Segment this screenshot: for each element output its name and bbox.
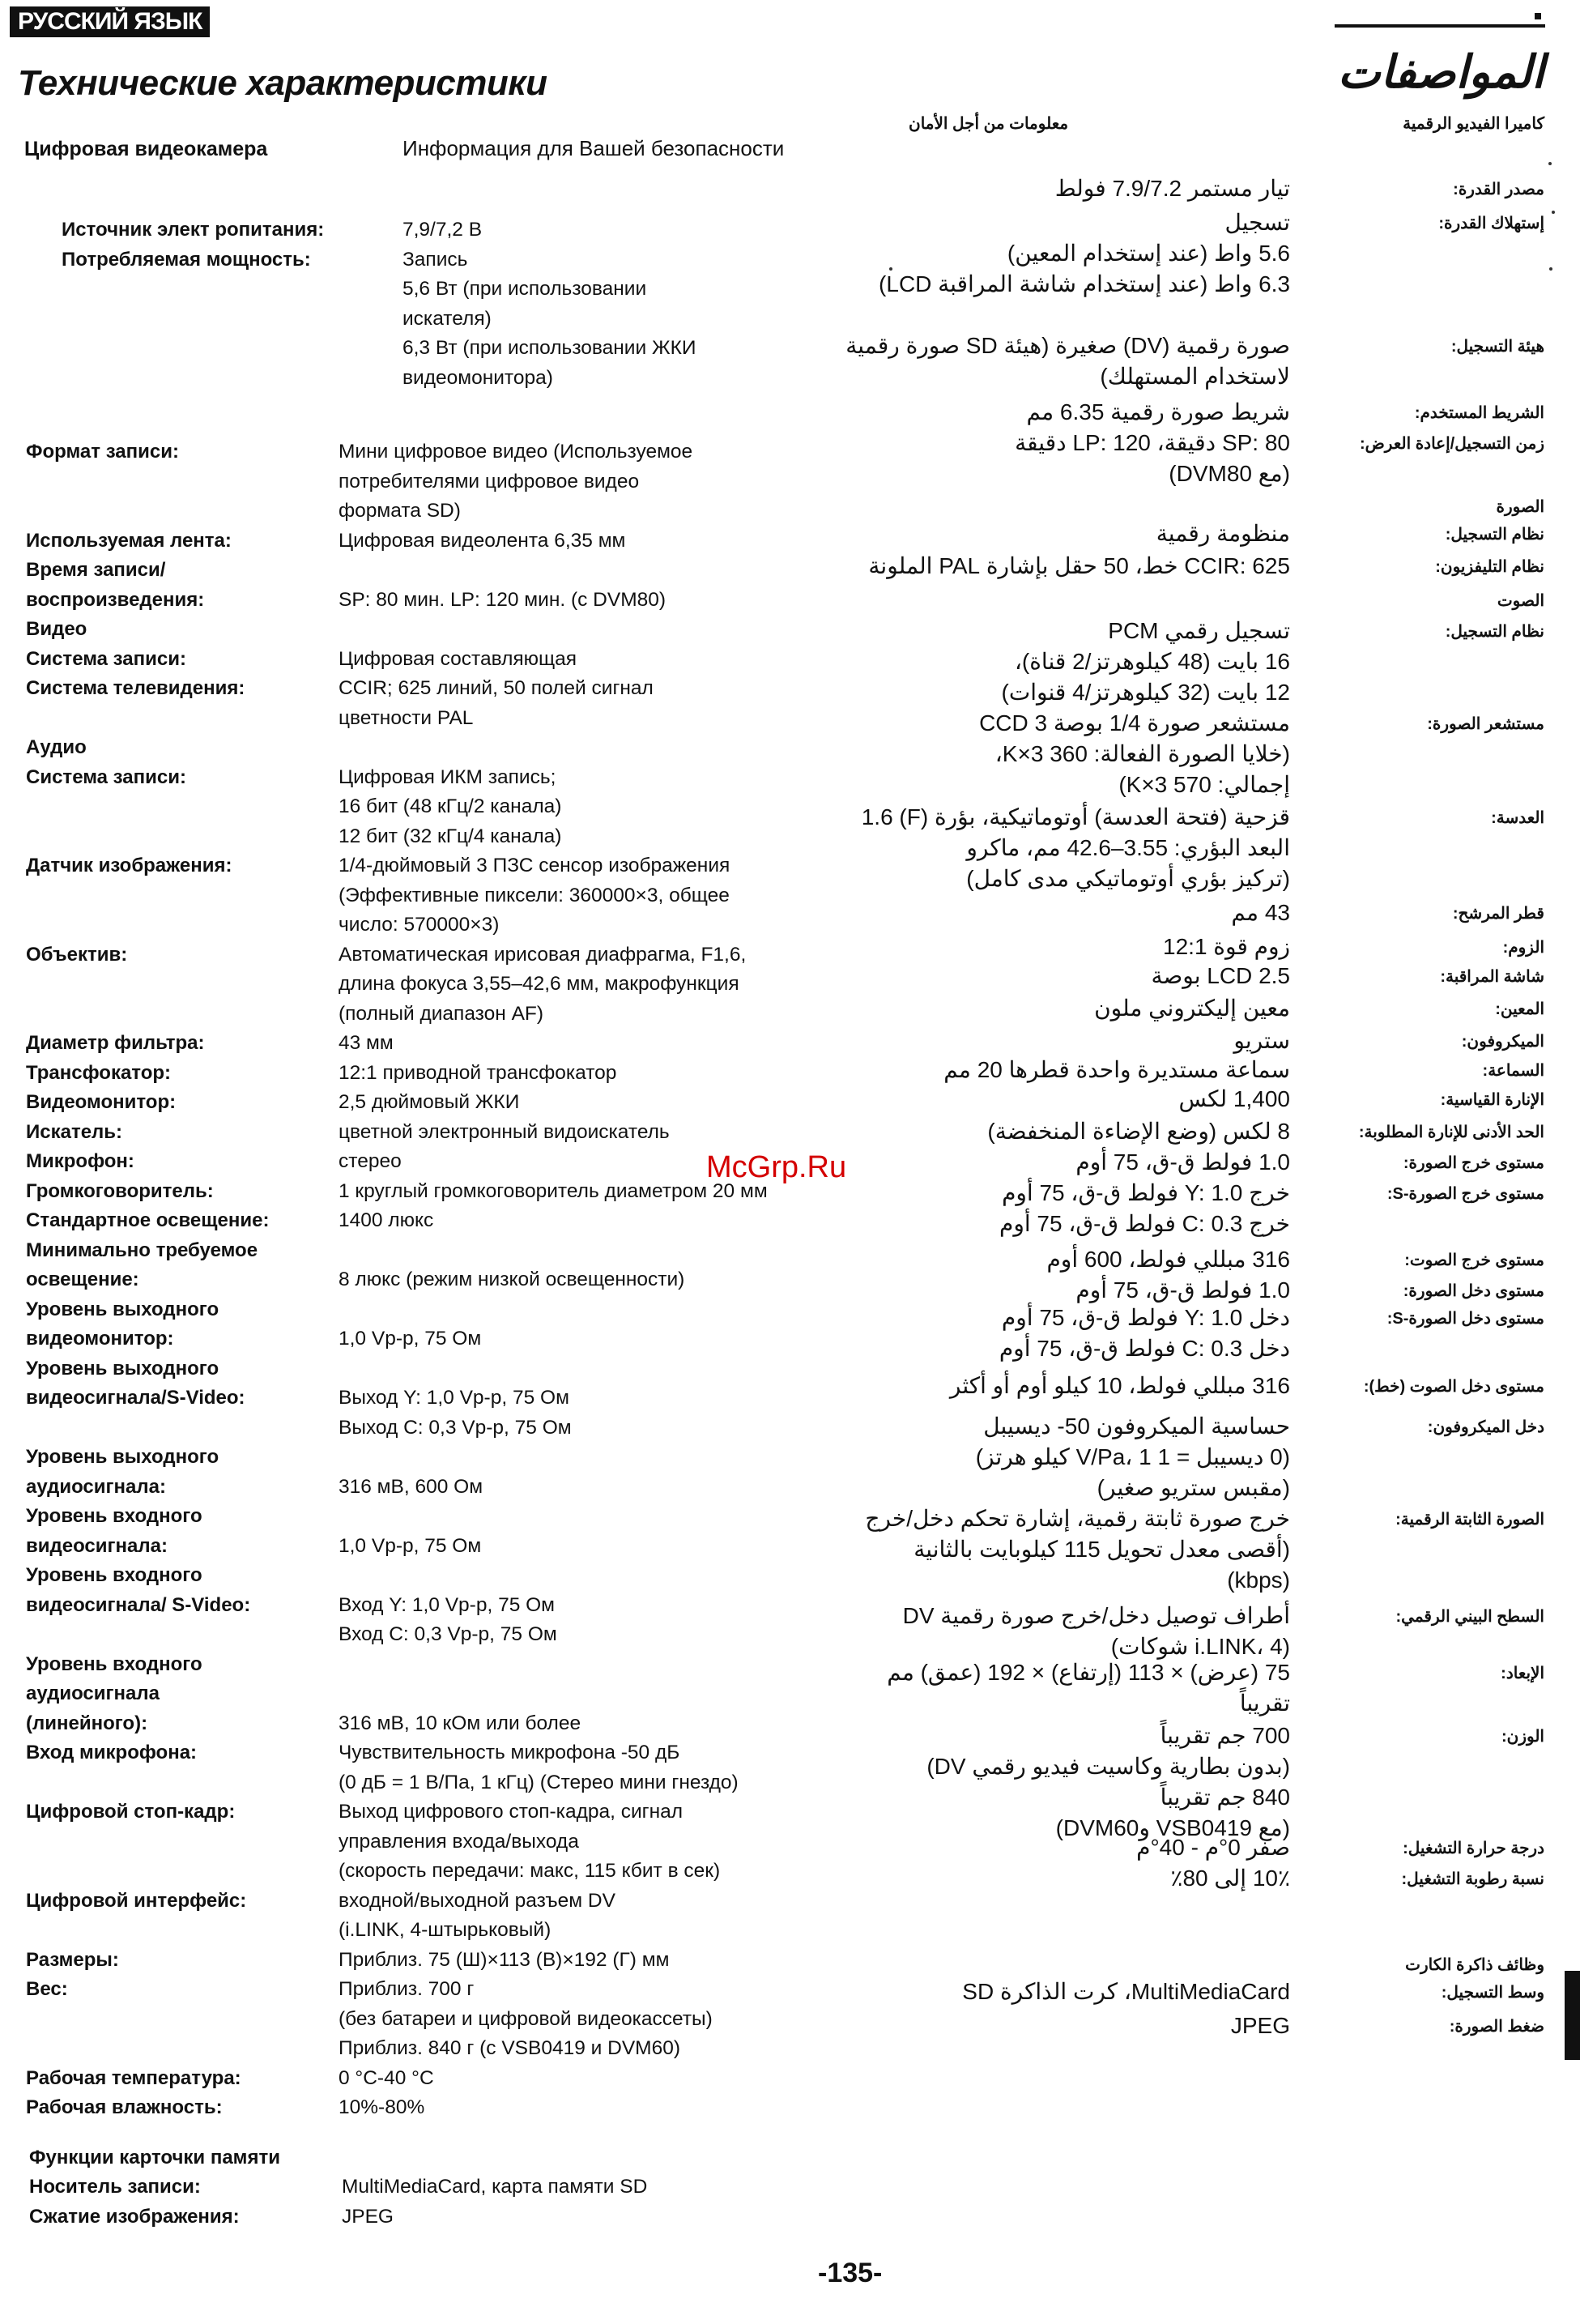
spec-value: Приблиз. 700 г (без батареи и цифровой видеокассеты) Приблиз. 840 г (с VSB0419 и DVM60) [339,1978,713,2059]
ar-spec-label: زمن التسجيل/إعادة العرض: [1359,435,1544,453]
ar-spec-value: خرج صورة ثابتة رقمية، إشارة تحكم دخل/خرج (أقصى معدل تحويل 115 كيلوبايت بالثانية (kbps) [865,1506,1290,1593]
spec-label: Уровень входного аудиосигнала (линейного): [26,1652,202,1734]
ar-safety-heading: معلومات من أجل الأمان [909,115,1069,133]
ar-spec-label: المعين: [1495,1000,1544,1018]
ar-spec-value: SP: 80 دقيقة، LP: 120 دقيقة (مع DVM80) [1015,430,1290,486]
ar-spec-value: منظومة رقمية [1156,521,1290,546]
spec-label: Видео [26,618,87,640]
scan-speck [889,267,892,271]
ar-spec-label: وسط التسجيل: [1441,1984,1544,2002]
ar-spec-value: 1.0 فولط ق-ق، 75 أوم [1075,1149,1290,1175]
page-number: -135- [818,2258,883,2288]
ar-spec-label: قطر المرشح: [1452,905,1544,923]
ar-spec-label: مصدر القدرة: [1453,181,1544,198]
ru-safety-heading: Информация для Вашей безопасности [402,136,785,160]
ar-spec-value: معين إليكتروني ملون [1094,996,1290,1021]
ar-spec-label: هيئة التسجيل: [1450,338,1544,356]
ar-spec-value: خرج Y: 1.0 فولط ق-ق، 75 أوم خرج C: 0.3 فولط ق-ق، 75 أوم [999,1180,1290,1236]
ar-spec-value: دخل Y: 1.0 فولط ق-ق، 75 أوم دخل C: 0.3 فولط ق-ق، 75 أوم [999,1305,1290,1361]
spec-label: Рабочая влажность: [26,2096,223,2118]
spec-value: входной/выходной разъем DV (i.LINK, 4-штырьковый) [339,1889,615,1941]
ar-spec-label: نظام التليفزيون: [1435,558,1544,576]
spec-value: 1 круглый громкоговоритель диаметром 20 мм [339,1179,768,1202]
ar-spec-value: 316 مبللي فولط، 600 أوم [1046,1247,1290,1272]
ar-spec-value: 75 (عرض) × 113 (إرتفاع) × 192 (عمق) مم تقريباً [887,1660,1290,1716]
spec-label: Рабочая температура: [26,2066,241,2089]
watermark: McGrp.Ru [706,1150,847,1184]
page-title-russian: Технические характеристики [18,63,547,103]
ar-spec-label: مستوى خرج الصورة-S: [1386,1185,1544,1203]
ar-spec-label: نظام التسجيل: [1445,623,1544,641]
ar-spec-label: شاشة المراقبة: [1440,968,1544,986]
spec-label: Вес: [26,1978,68,2000]
spec-label: Уровень выходного видеосигнала/S-Video: [26,1357,245,1409]
ar-spec-label: مستشعر الصورة: [1427,715,1544,733]
spec-value: 43 мм [339,1032,394,1054]
spec-label: Видеомонитор: [26,1091,177,1113]
spec-label: Используемая лента: [26,529,232,552]
ar-spec-label: السماعة: [1482,1062,1544,1080]
ar-spec-value: تيار مستمر 7.9/7.2 فولط [1054,176,1290,201]
ar-spec-value: 1.0 فولط ق-ق، 75 أوم [1075,1277,1290,1303]
spec-value: MultiMediaCard, карта памяти SD [342,2176,648,2198]
spec-label: Носитель записи: [29,2176,201,2198]
ar-spec-label: الحد الأدنى للإنارة المطلوبة: [1358,1124,1544,1141]
ar-spec-value: 43 مم [1231,900,1290,925]
ar-spec-value: صفر 0°م - 40°م [1136,1835,1290,1860]
scan-speck [1548,162,1552,165]
ar-spec-value: 316 مبللي فولط، 10 كيلو أوم أو أكثر [949,1373,1290,1398]
ar-spec-label: الصورة الثابتة الرقمية: [1395,1511,1544,1529]
spec-value: Выход цифрового стоп-кадра, сигнал управления входа/выхода (скорость передачи: макс, 115 кбит в сек) [339,1801,721,1882]
ar-spec-value: CCIR: 625 خط، 50 حقل بإشارة PAL الملونة [868,553,1290,578]
scan-speck [1549,267,1552,271]
spec-label: Время записи/ воспроизведения: [26,559,205,611]
ar-spec-value: JPEG [1230,2013,1290,2038]
spec-label: Система записи: [26,765,186,788]
spec-value: CCIR; 625 линий, 50 полей сигнал цветности PAL [339,677,654,729]
spec-value: Цифровая видеолента 6,35 мм [339,529,626,552]
ar-spec-label: الزوم: [1502,939,1544,957]
ar-spec-value: 2.5 LCD بوصة [1151,963,1290,988]
ar-spec-value: تسجيل رقمي PCM 16 بايت (48 كيلوهرتز/2 قناة)، 12 بايت (32 كيلوهرتز/4 قنوات) [1001,618,1290,705]
ar-spec-value: صورة رقمية (DV) صغيرة (هيئة SD صورة رقمية لاستخدام المستهلك) [845,333,1290,389]
spec-value: 1,0 Vp-p, 75 Ом [339,1534,482,1557]
spec-value: JPEG [342,2205,394,2228]
spec-label: Система телевидения: [26,677,245,699]
spec-value: Цифровая ИКМ запись; 16 бит (48 кГц/2 канала) 12 бит (32 кГц/4 канала) [339,765,562,847]
spec-label: Искатель: [26,1120,123,1143]
spec-value: 1/4-дюймовый 3 ПЗС сенсор изображения (Эффективные пиксели: 360000×3, общее число: 570000×3) [339,855,730,936]
spec-value: 1,0 Vp-p, 75 Ом [339,1328,482,1350]
spec-label: Микрофон: [26,1150,134,1172]
ar-spec-label: مستوى دخل الصوت (خط): [1363,1378,1544,1396]
spec-label: Источник элект ропитания: [62,219,325,241]
spec-label: Минимально требуемое освещение: [26,1239,258,1290]
page-title-arabic: المواصفات [1337,46,1544,97]
spec-label: Датчик изображения: [26,855,232,876]
ar-spec-label: الشريط المستخدم: [1414,404,1544,422]
ar-spec-label: ضغط الصورة: [1449,2018,1544,2036]
ar-spec-label: الإنارة القياسية: [1440,1091,1544,1109]
spec-value: стерео [339,1150,402,1172]
ar-spec-label: العدسة: [1491,809,1544,827]
spec-label: Объектив: [26,943,128,966]
ar-spec-value: سماعة مستديرة واحدة قطرها 20 مم [943,1057,1290,1082]
spec-value: Автоматическая ирисовая диафрагма, F1,6, длина фокуса 3,55–42,6 мм, макрофункция (полный диапазон AF) [339,943,747,1025]
ar-section-heading: كاميرا الفيديو الرقمية [1403,115,1544,133]
ar-spec-label: الميكروفون: [1461,1033,1544,1051]
spec-value: цветной электронный видоискатель [339,1120,670,1143]
spec-label: Сжатие изображения: [29,2205,240,2228]
spec-value: 7,9/7,2 В [402,219,483,241]
ar-spec-label: نسبة رطوبة التشغيل: [1401,1870,1544,1888]
spec-value: Выход Y: 1,0 Vp-p, 75 Ом Выход C: 0,3 Vp-p, 75 Ом [339,1387,572,1439]
spec-label: Уровень входного видеосигнала/ S-Video: [26,1564,251,1616]
spec-label: Трансфокатор: [26,1061,172,1084]
ar-spec-label: الصوت [1497,592,1544,610]
ar-spec-value: 10٪ إلى 80٪ [1170,1866,1290,1891]
spec-value: 2,5 дюймовый ЖКИ [339,1091,520,1113]
spec-label: Цифровой интерфейс: [26,1889,247,1912]
ar-spec-label: وظائف ذاكرة الكارت [1405,1956,1544,1974]
memory-heading: Функции карточки памяти [29,2147,280,2168]
spec-value: Вход Y: 1,0 Vp-p, 75 Ом Вход C: 0,3 Vp-p, 75 Ом [339,1593,557,1645]
ru-section-heading: Цифровая видеокамера [24,138,268,160]
ar-spec-value: MultiMediaCard، كرت الذاكرة SD [962,1979,1290,2004]
spec-label: Вход микрофона: [26,1742,198,1763]
header-rule [1335,24,1545,28]
spec-value: 8 люкс (режим низкой освещенности) [339,1269,685,1290]
corner-mark [1535,13,1541,19]
spec-label: Система записи: [26,647,186,670]
ar-spec-value: 700 جم تقريباً (بدون بطارية وكاسيت فيديو رقمي DV) 840 جم تقريباً (مع VSB0419 وDVM60) [926,1723,1290,1840]
ar-spec-value: قزحية (فتحة العدسة) أوتوماتيكية، بؤرة (F) 1.6 البعد البؤري: 3.55–42.6 مم، ماكرو (تركيز بؤري أوتوماتيكي مدى كامل) [861,804,1290,891]
page-edge-tab [1565,1971,1580,2060]
ar-spec-value: زوم قوة 12:1 [1163,934,1290,959]
spec-label: Диаметр фильтра: [26,1032,205,1054]
ar-spec-value: ستريو [1233,1028,1290,1053]
language-badge: РУССКИЙ ЯЗЫК [10,6,210,37]
ar-spec-label: مستوى دخل الصورة: [1403,1282,1544,1300]
spec-value: 316 мВ, 600 Ом [339,1475,483,1498]
ar-spec-value: شريط صورة رقمية 6.35 مم [1026,399,1290,424]
ar-spec-label: نظام التسجيل: [1445,526,1544,544]
ar-spec-label: الوزن: [1501,1728,1544,1746]
spec-value: Приблиз. 75 (Ш)×113 (В)×192 (Г) мм [339,1948,670,1971]
ar-spec-label: مستوى خرج الصوت: [1404,1252,1544,1269]
ar-spec-label: السطح البيني الرقمي: [1395,1608,1544,1626]
spec-label: Уровень выходного видеомонитор: [26,1298,219,1350]
spec-value: 0 °C-40 °C [339,2066,434,2089]
spec-value: Чувствительность микрофона -50 дБ (0 дБ = 1 В/Па, 1 кГц) (Стерео мини гнездо) [339,1742,739,1793]
ar-spec-value: مستشعر صورة 1/4 بوصة 3 CCD (خلايا الصورة الفعالة: 360 K×3، إجمالي: 570 K×3) [979,710,1290,797]
spec-value: SP: 80 мин. LP: 120 мин. (с DVM80) [339,588,666,611]
ar-spec-label: الإبعاد: [1501,1665,1544,1682]
spec-label: Громкоговоритель: [26,1179,214,1202]
spec-value: 1400 люкс [339,1209,434,1231]
ar-spec-value: 8 لكس (وضع الإضاءة المنخفضة) [987,1119,1290,1144]
spec-label: Формат записи: [26,441,179,463]
ar-spec-value: أطراف توصيل دخل/خرج صورة رقمية DV (i.LINK، 4 شوكات) [902,1603,1290,1659]
ar-spec-value: تسجيل 5.6 واط (عند إستخدام المعين) 6.3 واط (عند إستخدام شاشة المراقبة LCD) [879,210,1290,296]
ar-spec-value: حساسية الميكروفون 50- ديسيبل (0 ديسيبل = 1 V/Pa، 1 كيلو هرتز) (مقبس ستريو صغير) [975,1414,1290,1500]
spec-value: 12:1 приводной трансфокатор [339,1061,617,1084]
spec-value: Цифровая составляющая [339,647,577,670]
spec-label: Размеры: [26,1948,119,1971]
spec-value: Запись 5,6 Вт (при использовании искателя) 6,3 Вт (при использовании ЖКИ видеомонитора) [402,248,696,389]
spec-value: 10%-80% [339,2096,425,2118]
ar-spec-label: درجة حرارة التشغيل: [1403,1840,1544,1857]
ar-spec-value: 1,400 لكس [1178,1086,1290,1111]
ar-spec-label: الصورة [1496,498,1544,516]
spec-label: Уровень выходного аудиосигнала: [26,1446,219,1498]
spec-value: 316 мВ, 10 кОм или более [339,1712,581,1734]
ar-spec-label: إستهلاك القدرة: [1438,215,1544,232]
spec-label: Потребляемая мощность: [62,248,311,271]
ar-spec-label: دخل الميكروفون: [1427,1418,1544,1436]
spec-label: Стандартное освещение: [26,1209,270,1231]
spec-value: Мини цифровое видео (Используемое потребителями цифровое видео формата SD) [339,441,693,522]
spec-label: Аудио [26,736,87,758]
ar-spec-label: مستوى خرج الصورة: [1403,1154,1544,1172]
spec-label: Уровень входного видеосигнала: [26,1505,202,1557]
spec-label: Цифровой стоп-кадр: [26,1801,236,1823]
ar-spec-label: مستوى دخل الصورة-S: [1386,1310,1544,1328]
scan-speck [1552,211,1555,214]
